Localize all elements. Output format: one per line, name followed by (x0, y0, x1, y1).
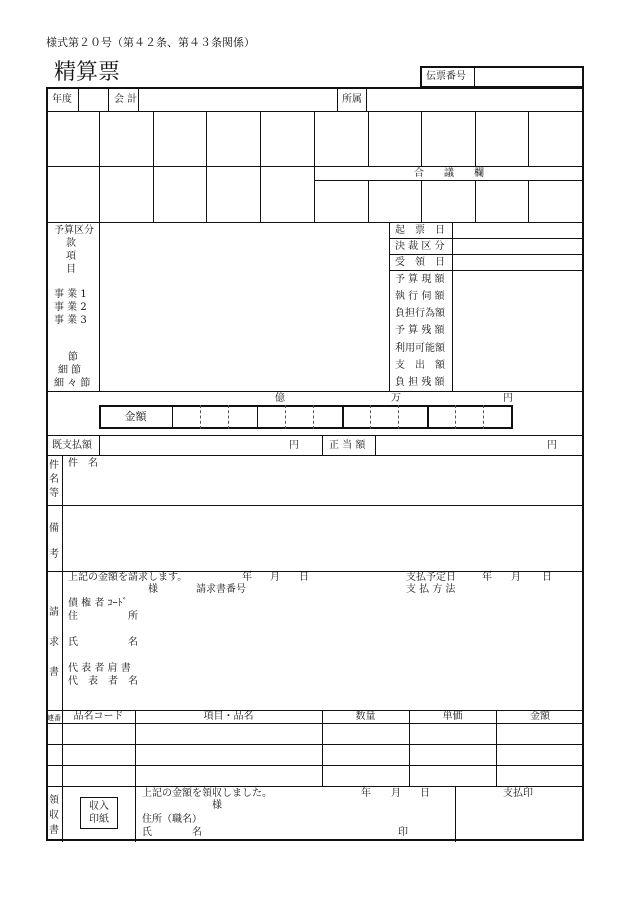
right-item-shishutsu: 支 出 額 (395, 360, 445, 371)
form-number: 様式第２０号（第４２条、第４３条関係） (46, 36, 255, 49)
receipt-month: 月 (391, 788, 401, 799)
en-unit: 円 (503, 393, 513, 404)
dept-label: 所属 (342, 94, 362, 105)
receipt-year: 年 (361, 788, 371, 799)
right-item-riyo-kano: 利用可能額 (395, 343, 445, 354)
man-unit: 万 (391, 393, 401, 404)
receipt-sama: 様 (212, 800, 222, 811)
setsu-label: 節 (68, 352, 78, 363)
right-item-kihyobi: 起 票 日 (395, 225, 445, 236)
col-header-renban: 連番 (47, 714, 61, 722)
slip-number-field[interactable] (476, 68, 582, 86)
right-item-futan-koi: 負担行為額 (395, 308, 445, 319)
pay-stamp-area[interactable] (457, 802, 582, 840)
slip-number-label: 伝票番号 (426, 71, 466, 82)
col-header-qty: 数量 (355, 711, 376, 722)
creditor-code-label: 債 権 者 ｺｰﾄﾞ (68, 598, 128, 609)
paid-amount-field[interactable] (101, 437, 281, 453)
right-item-futan-zan: 負 担 残 額 (395, 377, 445, 388)
pay-day: 日 (542, 572, 552, 583)
paid-en: 円 (289, 440, 299, 451)
claim-number-label: 請求書番号 (196, 584, 246, 595)
claim-name-label: 氏 名 (68, 637, 138, 648)
amount-label: 金額 (124, 410, 147, 423)
jigyo2-label: 事 業 2 (54, 302, 87, 313)
receipt-side-label: 領収書 (49, 795, 59, 836)
seito-label: 正 当 額 (329, 440, 366, 451)
remarks-side-label: 備考 (49, 523, 59, 560)
right-item-shikko: 執 行 伺 額 (395, 291, 445, 302)
right-item-kessai: 決 裁 区 分 (395, 241, 445, 252)
right-item-juryobi: 受 領 日 (395, 257, 445, 268)
pay-date-label: 支払予定日 (406, 572, 456, 583)
claimant-field[interactable] (160, 596, 390, 696)
receipt-name-field[interactable] (205, 812, 385, 840)
table-row[interactable] (64, 725, 582, 743)
subject-field[interactable] (104, 457, 582, 503)
jigyo3-label: 事 業 3 (54, 315, 87, 326)
right-item-yosan-zan: 予 算 残 額 (395, 325, 445, 336)
subject-side-label: 件名等 (49, 460, 59, 499)
pay-month: 月 (511, 572, 521, 583)
subject-label: 件 名 (68, 458, 98, 469)
saisetsu-label: 細 節 (58, 365, 82, 376)
col-header-price: 単価 (442, 711, 463, 722)
rep-title-label: 代 表 者 肩 書 (68, 663, 131, 674)
claim-address-label: 住 所 (68, 611, 138, 622)
claim-year: 年 (242, 572, 252, 583)
budget-moku-label: 目 (66, 264, 76, 275)
remarks-field[interactable] (64, 507, 582, 569)
receipt-address-label: 住所（職名） (142, 814, 202, 825)
table-row[interactable] (64, 767, 582, 785)
receipt-name-label: 氏 名 (142, 827, 202, 838)
right-item-yosan-gengaku: 予 算 現 額 (395, 274, 445, 285)
revenue-stamp-label: 収入 印紙 (89, 801, 109, 825)
claim-sama: 様 (148, 584, 158, 595)
account-label: 会 計 (114, 94, 138, 105)
pay-method-label: 支 払 方 法 (406, 584, 456, 595)
budget-kubun-label: 予算区分 (54, 225, 94, 236)
pay-year: 年 (482, 572, 492, 583)
col-header-item: 項目・品名 (203, 711, 254, 722)
pay-stamp-label: 支払印 (503, 788, 533, 799)
claim-line1: 上記の金額を請求します。 (68, 572, 188, 583)
claim-day: 日 (299, 572, 309, 583)
budget-kou-label: 項 (66, 251, 76, 262)
col-header-amount: 金額 (530, 711, 550, 722)
oku-unit: 億 (275, 393, 285, 404)
budget-kan-label: 款 (66, 238, 76, 249)
table-row[interactable] (64, 746, 582, 764)
year-label: 年度 (52, 94, 72, 105)
page-title: 精算票 (54, 60, 121, 85)
col-header-code: 品名コード (73, 711, 124, 722)
jigyo1-label: 事 業 1 (54, 289, 87, 300)
receipt-line1: 上記の金額を領収しました。 (142, 788, 272, 799)
receipt-seal-mark: 印 (398, 827, 408, 838)
council-header: 合 議 欄 (414, 168, 484, 179)
claim-side-label: 請求書 (49, 607, 59, 678)
seito-amount-field[interactable] (377, 437, 537, 453)
receipt-day: 日 (420, 788, 430, 799)
paid-label: 既支払額 (52, 440, 92, 451)
rep-name-label: 代 表 者 名 (68, 676, 138, 687)
saisaisetsu-label: 細 々 節 (54, 378, 91, 389)
seito-en: 円 (547, 440, 557, 451)
claim-month: 月 (270, 572, 280, 583)
